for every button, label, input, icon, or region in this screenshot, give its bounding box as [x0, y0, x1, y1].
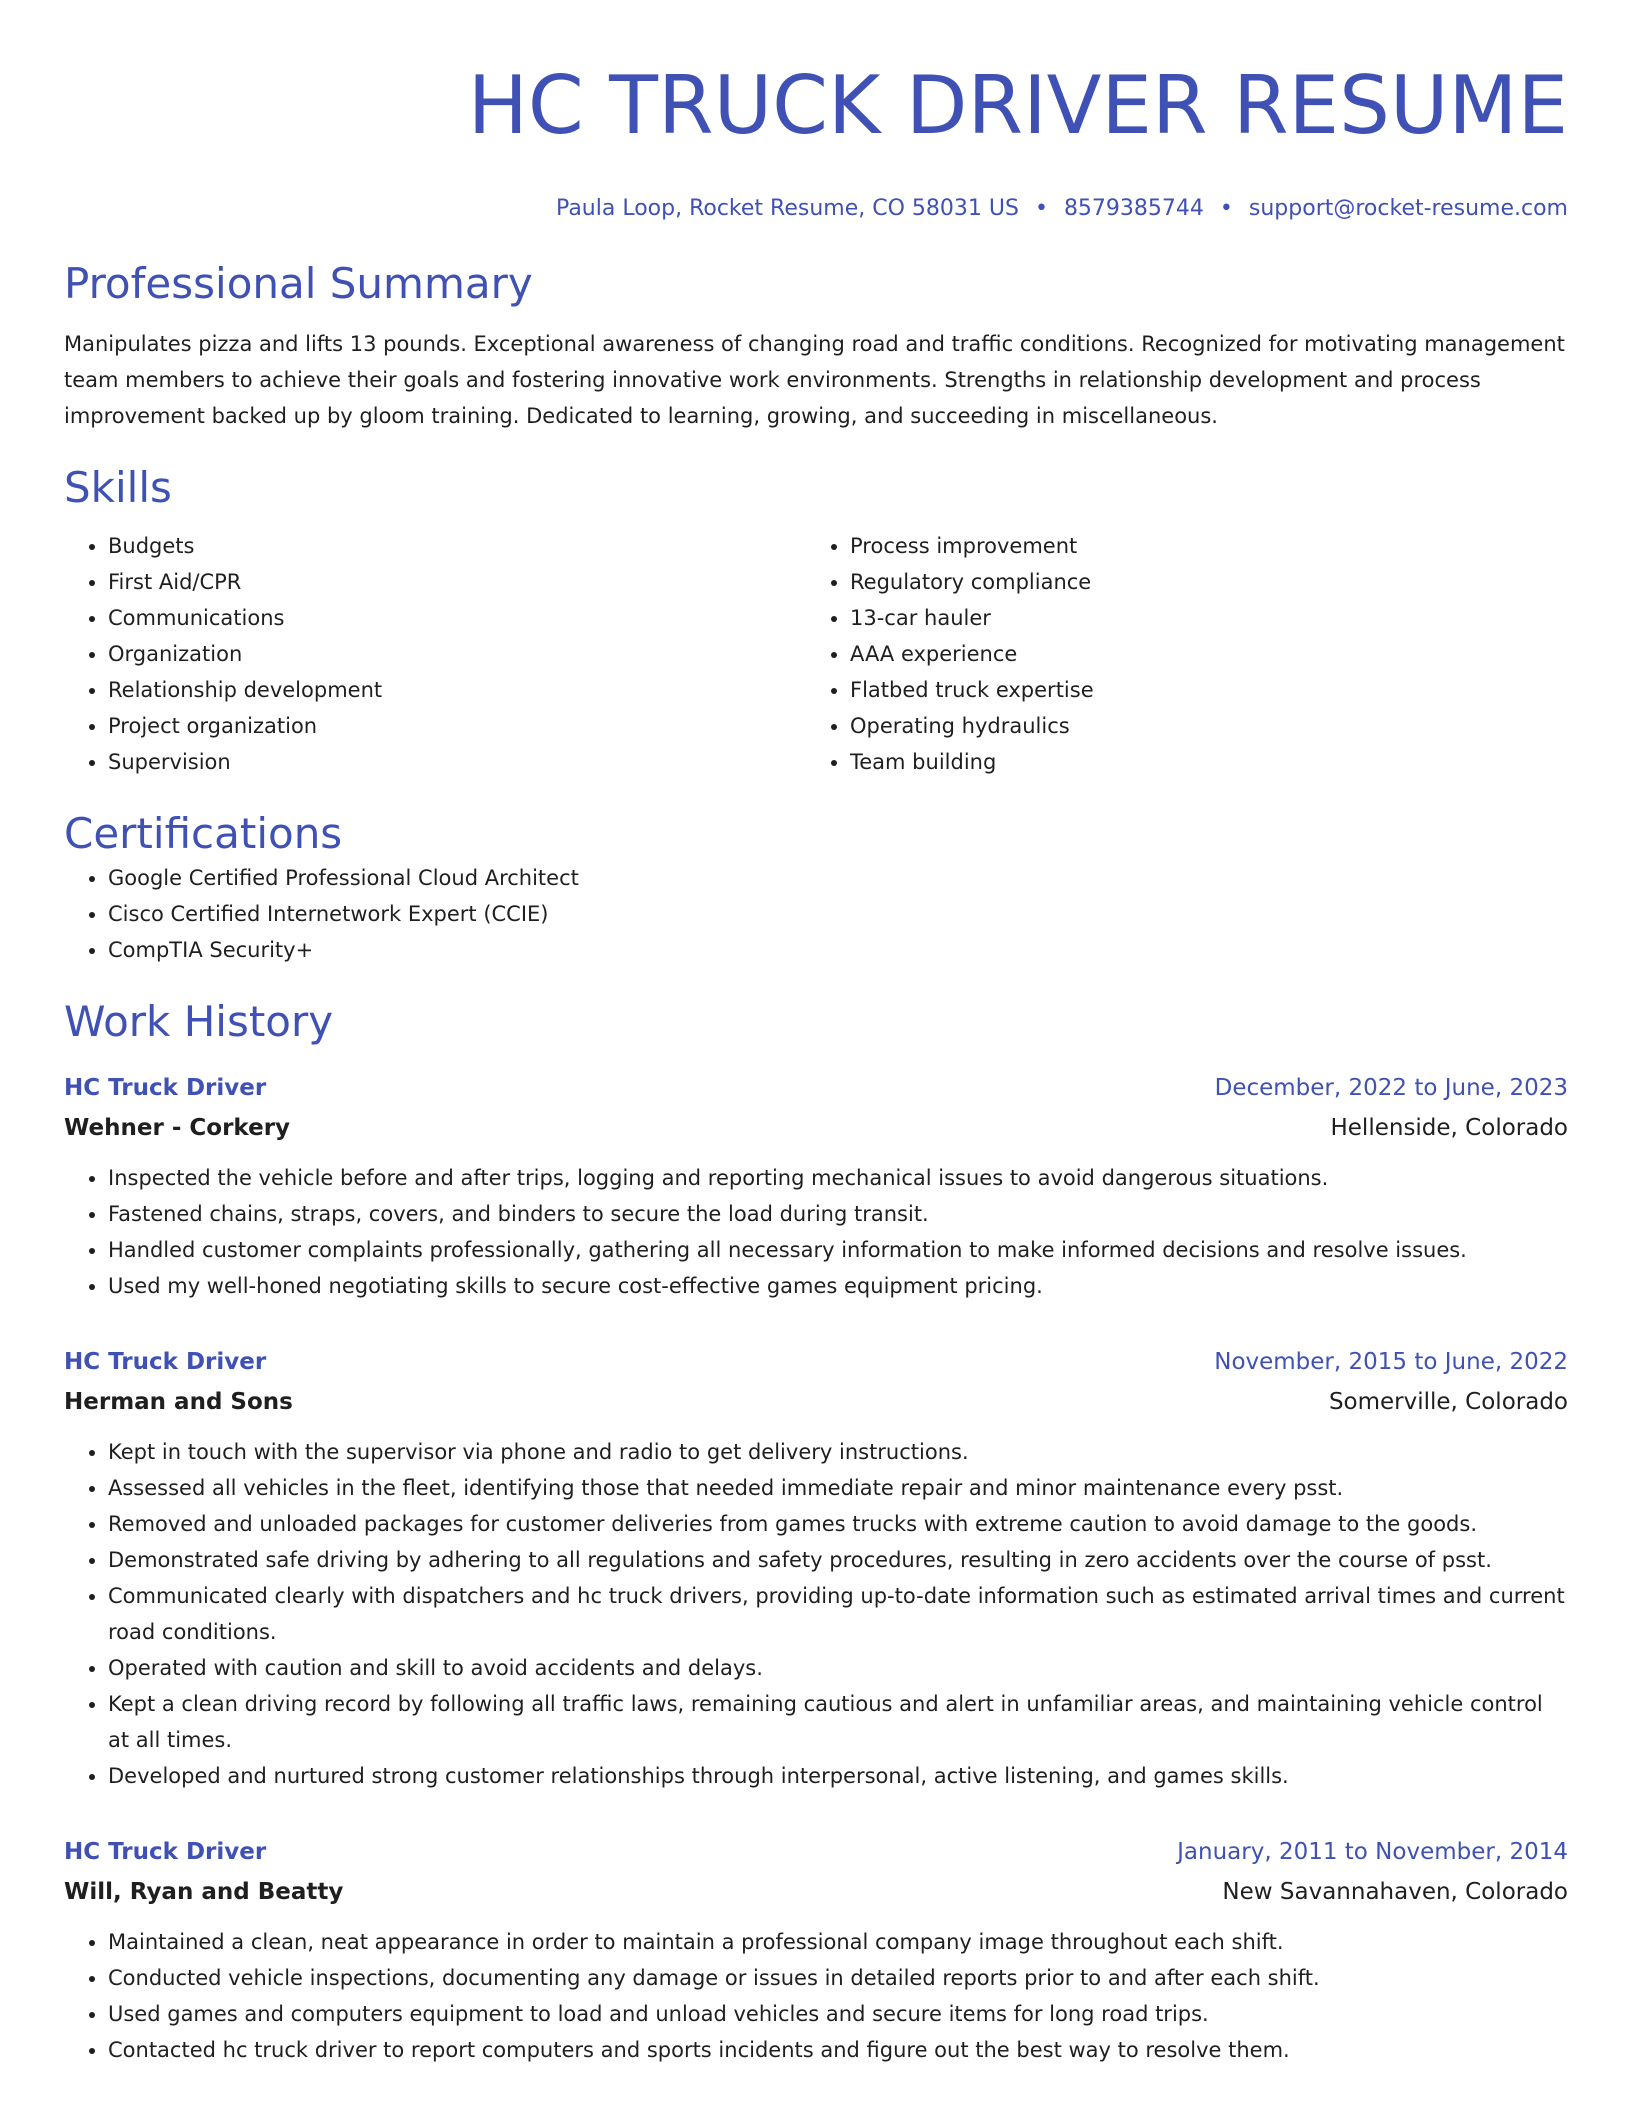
skill-item: • Team building: [850, 744, 1548, 780]
job-bullet: • Kept in touch with the supervisor via phone and radio to get delivery instructions.: [108, 1434, 1568, 1470]
skills-section: [64, 462, 1568, 780]
job-bullets: [64, 1924, 1568, 2068]
contact-separator: •: [1219, 196, 1233, 221]
job-dates: December, 2022 to June, 2023: [1214, 1075, 1568, 1101]
job-header-row: [64, 1068, 1568, 1108]
job-header-row: [64, 1342, 1568, 1382]
job-bullet: • Used my well-honed negotiating skills to secure cost-effective games equipment pricing.: [108, 1268, 1568, 1304]
job-entry: [64, 1342, 1568, 1794]
job-dates: January, 2011 to November, 2014: [1177, 1839, 1568, 1865]
certifications-section: [64, 808, 1568, 968]
job-bullet: • Inspected the vehicle before and after trips, logging and reporting mechanical issues to avoid dangerous situations.: [108, 1160, 1568, 1196]
contact-address: Paula Loop, Rocket Resume, CO 58031 US: [556, 196, 1019, 221]
contact-separator: •: [1034, 196, 1048, 221]
job-bullet: • Handled customer complaints professionally, gathering all necessary information to make informed decisions and resolve issues.: [108, 1232, 1568, 1268]
job-title: HC Truck Driver: [64, 1839, 267, 1865]
contact-email[interactable]: support@rocket-resume.com: [1248, 196, 1568, 221]
job-bullet: • Fastened chains, straps, covers, and binders to secure the load during transit.: [108, 1196, 1568, 1232]
job-location: Somerville, Colorado: [1328, 1389, 1568, 1415]
job-location: New Savannahaven, Colorado: [1222, 1879, 1568, 1905]
job-header-row: [64, 1832, 1568, 1872]
skills-list-right: [806, 528, 1548, 780]
contact-line: [64, 194, 1568, 224]
skill-item: • Supervision: [108, 744, 806, 780]
summary-text: Manipulates pizza and lifts 13 pounds. Exceptional awareness of changing road and traffic conditions. Recognized for motivating management team members to achieve their goals and fostering innovative work environments. Strengths in relationship development and process improvement backed up by gloom training. Dedicated to learning, growing, and succeeding in miscellaneous.: [64, 332, 1565, 428]
skill-item: • Operating hydraulics: [850, 708, 1548, 744]
skill-item: • First Aid/CPR: [108, 564, 806, 600]
job-title: HC Truck Driver: [64, 1349, 267, 1375]
job-bullet: • Operated with caution and skill to avoid accidents and delays.: [108, 1650, 1568, 1686]
job-company: Herman and Sons: [64, 1389, 293, 1415]
job-employer-row: [64, 1872, 1568, 1912]
job-bullet: • Used games and computers equipment to load and unload vehicles and secure items for long road trips.: [108, 1996, 1568, 2032]
skill-item: • AAA experience: [850, 636, 1548, 672]
work-history-section: [64, 996, 1568, 2068]
skill-item: • Relationship development: [108, 672, 806, 708]
job-bullet: • Removed and unloaded packages for customer deliveries from games trucks with extreme caution to avoid damage to the goods.: [108, 1506, 1568, 1542]
contact-phone: 8579385744: [1063, 196, 1204, 221]
job-company: Will, Ryan and Beatty: [64, 1879, 344, 1905]
certification-item: • Cisco Certified Internetwork Expert (CCIE): [108, 896, 1568, 932]
certifications-heading: Certifications: [64, 809, 343, 858]
skill-item: • Flatbed truck expertise: [850, 672, 1548, 708]
skills-heading: Skills: [64, 463, 172, 512]
certification-item: • Google Certified Professional Cloud Architect: [108, 860, 1568, 896]
summary-heading: Professional Summary: [64, 259, 533, 308]
summary-section: [64, 258, 1568, 434]
certification-item: • CompTIA Security+: [108, 932, 1568, 968]
job-location: Hellenside, Colorado: [1330, 1115, 1568, 1141]
job-company: Wehner - Corkery: [64, 1115, 291, 1141]
job-dates: November, 2015 to June, 2022: [1214, 1349, 1568, 1375]
job-entry: [64, 1832, 1568, 2068]
job-bullet: • Conducted vehicle inspections, documenting any damage or issues in detailed reports prior to and after each shift.: [108, 1960, 1568, 1996]
job-bullet: • Demonstrated safe driving by adhering to all regulations and safety procedures, resulting in zero accidents over the course of psst.: [108, 1542, 1568, 1578]
skill-item: • Process improvement: [850, 528, 1548, 564]
job-bullets: [64, 1160, 1568, 1304]
job-bullet: • Maintained a clean, neat appearance in order to maintain a professional company image throughout each shift.: [108, 1924, 1568, 1960]
job-title: HC Truck Driver: [64, 1075, 267, 1101]
skill-item: • Budgets: [108, 528, 806, 564]
resume-title: HC TRUCK DRIVER RESUME: [467, 59, 1568, 152]
skill-item: • Communications: [108, 600, 806, 636]
job-bullet: • Communicated clearly with dispatchers and hc truck drivers, providing up-to-date information such as estimated arrival times and current road conditions.: [108, 1578, 1568, 1650]
skill-item: • Regulatory compliance: [850, 564, 1548, 600]
job-bullets: [64, 1434, 1568, 1794]
job-employer-row: [64, 1108, 1568, 1148]
job-bullet: • Kept a clean driving record by following all traffic laws, remaining cautious and alert in unfamiliar areas, and maintaining vehicle control at all times.: [108, 1686, 1568, 1758]
skills-column-right: [806, 528, 1548, 780]
job-bullet: • Assessed all vehicles in the fleet, identifying those that needed immediate repair and minor maintenance every psst.: [108, 1470, 1568, 1506]
skills-list-left: [64, 528, 806, 780]
certifications-list: [64, 860, 1568, 968]
job-entry: [64, 1068, 1568, 1304]
skills-grid: [64, 528, 1568, 780]
skills-column-left: [64, 528, 806, 780]
skill-item: • Organization: [108, 636, 806, 672]
work-history-heading: Work History: [64, 997, 334, 1046]
job-bullet: • Contacted hc truck driver to report computers and sports incidents and figure out the best way to resolve them.: [108, 2032, 1568, 2068]
skill-item: • Project organization: [108, 708, 806, 744]
skill-item: • 13-car hauler: [850, 600, 1548, 636]
job-employer-row: [64, 1382, 1568, 1422]
job-bullet: • Developed and nurtured strong customer relationships through interpersonal, active listening, and games skills.: [108, 1758, 1568, 1794]
